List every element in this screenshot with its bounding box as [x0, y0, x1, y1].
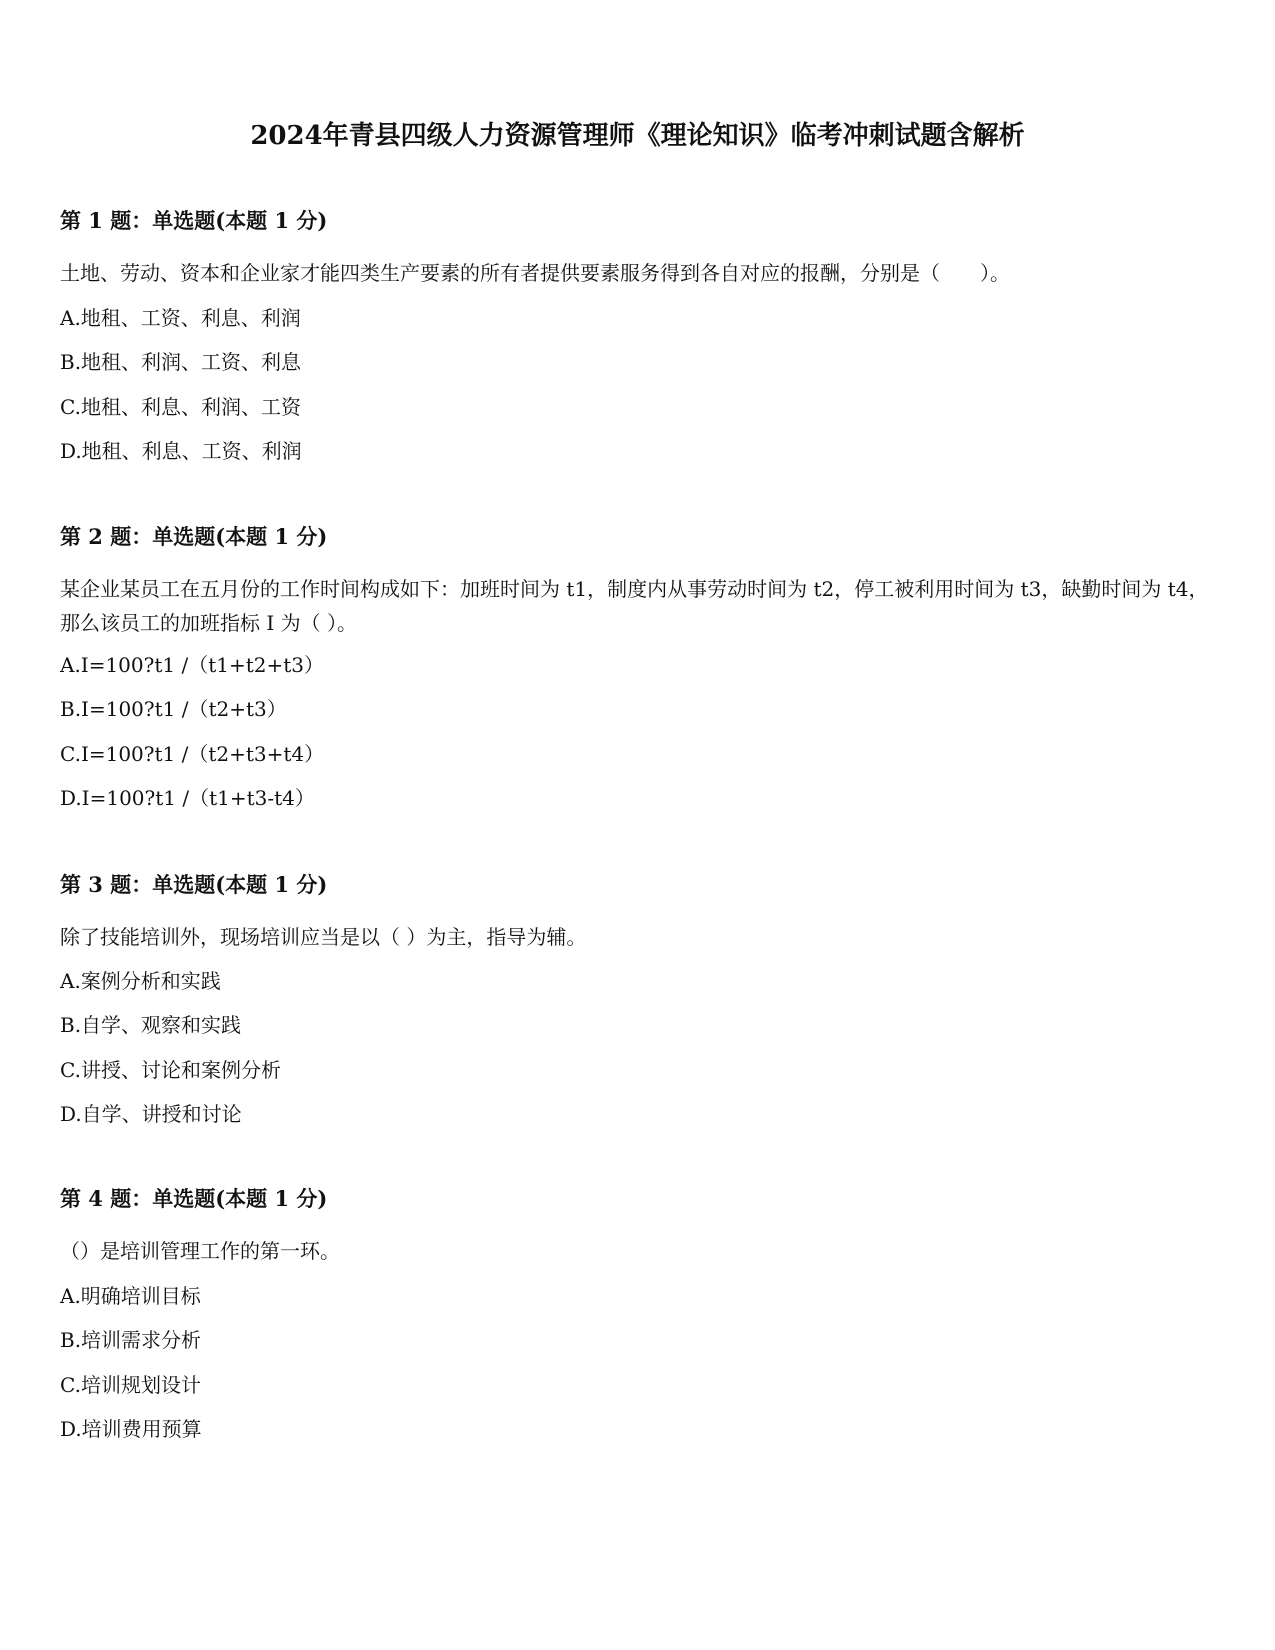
- option-c: C.培训规划设计: [60, 1373, 201, 1397]
- option-d: D.自学、讲授和讨论: [60, 1102, 242, 1126]
- question-header: 第 2 题：单选题(本题 1 分): [60, 524, 328, 549]
- question-3: [60, 870, 1210, 1140]
- question-2: [60, 522, 1210, 822]
- option-b: B.I=100?t1 /（t2+t3）: [60, 697, 287, 721]
- question-header: 第 4 题：单选题(本题 1 分): [60, 1186, 328, 1211]
- option-b: B.地租、利润、工资、利息: [60, 350, 302, 374]
- option-c: C.地租、利息、利润、工资: [60, 395, 301, 419]
- option-d: D.地租、利息、工资、利润: [60, 439, 302, 463]
- option-c: C.I=100?t1 /（t2+t3+t4）: [60, 742, 325, 766]
- question-1: [60, 206, 1210, 476]
- option-a: A.地租、工资、利息、利润: [60, 306, 301, 330]
- option-c: C.讲授、讨论和案例分析: [60, 1058, 281, 1082]
- question-stem: 除了技能培训外，现场培训应当是以（ ）为主，指导为辅。: [60, 925, 587, 949]
- question-header: 第 1 题：单选题(本题 1 分): [60, 208, 328, 233]
- option-b: B.培训需求分析: [60, 1328, 202, 1352]
- question-header: 第 3 题：单选题(本题 1 分): [60, 872, 328, 897]
- option-a: A.案例分析和实践: [60, 969, 221, 993]
- option-b: B.自学、观察和实践: [60, 1013, 242, 1037]
- question-4: [60, 1184, 1210, 1464]
- document-title: 2024年青县四级人力资源管理师《理论知识》临考冲刺试题含解析: [250, 121, 1025, 151]
- question-stem: 某企业某员工在五月份的工作时间构成如下：加班时间为 t1，制度内从事劳动时间为 t2，停工被利用时间为 t3，缺勤时间为 t4，那么该员工的加班指标 I 为（ ）。: [60, 577, 1209, 635]
- option-a: A.I=100?t1 /（t1+t2+t3）: [60, 653, 325, 677]
- question-stem: 土地、劳动、资本和企业家才能四类生产要素的所有者提供要素服务得到各自对应的报酬，分别是（ ）。: [60, 261, 1010, 285]
- question-stem: （）是培训管理工作的第一环。: [60, 1239, 340, 1263]
- option-a: A.明确培训目标: [60, 1284, 201, 1308]
- option-d: D.培训费用预算: [60, 1417, 202, 1441]
- option-d: D.I=100?t1 /（t1+t3-t4）: [60, 786, 315, 810]
